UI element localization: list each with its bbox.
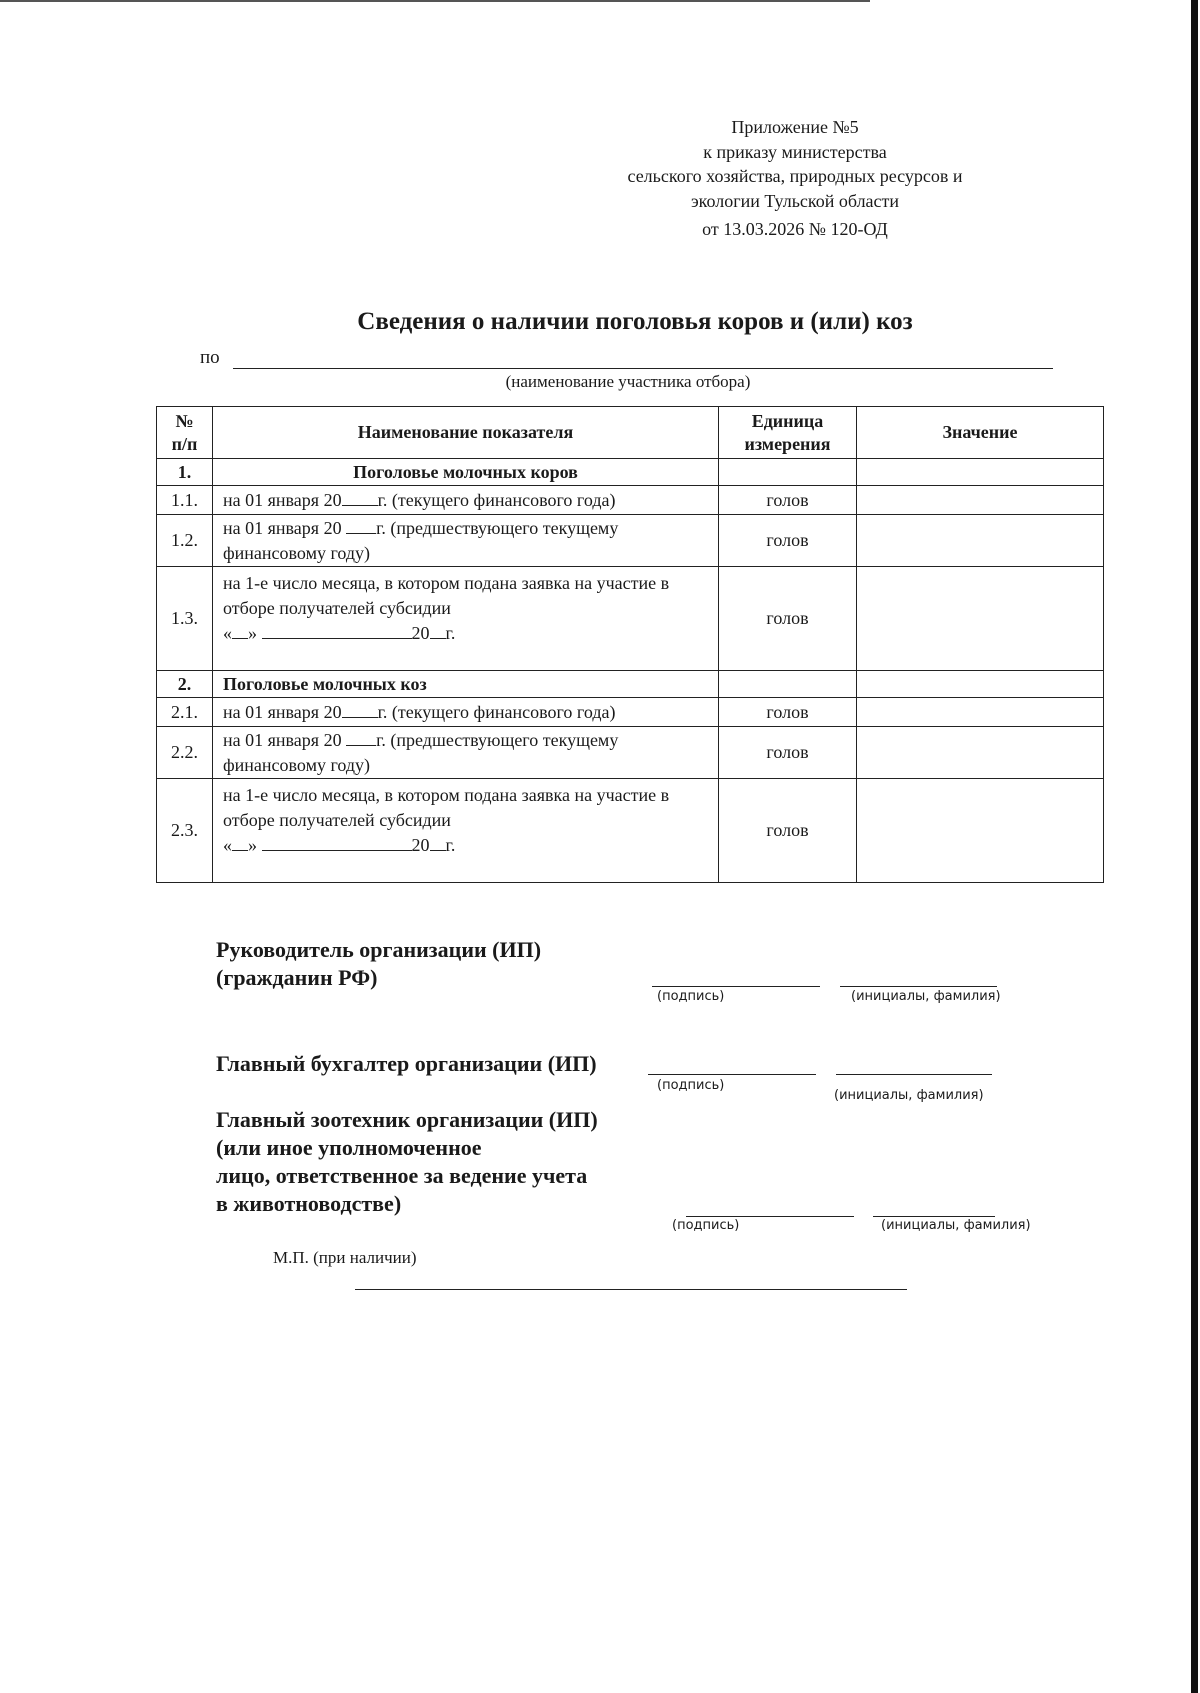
appendix-line: Приложение №5 bbox=[731, 117, 859, 137]
zootech-name-line[interactable] bbox=[873, 1216, 995, 1217]
row-num: 1.2. bbox=[157, 515, 213, 567]
head-signature-line[interactable] bbox=[652, 986, 820, 987]
livestock-table bbox=[156, 406, 1104, 883]
stamp-line bbox=[355, 1289, 907, 1290]
title-line: Руководитель организации (ИП) bbox=[216, 937, 542, 962]
month-blank bbox=[262, 621, 412, 639]
right-scan-edge bbox=[1191, 0, 1198, 1693]
section-title: Поголовье молочных коз bbox=[213, 671, 719, 698]
row-num: 1.3. bbox=[157, 567, 213, 671]
participant-caption: (наименование участника отбора) bbox=[505, 372, 751, 391]
title-line: (гражданин РФ) bbox=[216, 965, 378, 990]
year-blank bbox=[346, 516, 376, 534]
top-scan-rule bbox=[0, 0, 870, 2]
year-prefix: 20 bbox=[411, 835, 430, 855]
title-line: лицо, ответственное за ведение учета bbox=[216, 1163, 588, 1188]
row-text-post: г. (текущего финансового года) bbox=[377, 489, 616, 510]
quote-open: « bbox=[223, 835, 232, 855]
year-blank bbox=[430, 833, 446, 851]
row-text-post: г. (предшествующего текущему финансовому году) bbox=[223, 729, 619, 775]
row-unit: голов bbox=[719, 779, 857, 883]
row-name bbox=[213, 515, 719, 567]
head-name-line[interactable] bbox=[840, 986, 997, 987]
participant-prefix: по bbox=[200, 347, 220, 368]
row-text-post: г. (предшествующего текущему финансовому году) bbox=[223, 517, 619, 563]
year-suffix: г. bbox=[445, 623, 456, 643]
row-num: 2.1. bbox=[157, 698, 213, 727]
year-blank bbox=[430, 621, 446, 639]
section-num: 2. bbox=[157, 671, 213, 698]
row-name bbox=[213, 727, 719, 779]
row-text-pre: на 01 января 20 bbox=[223, 489, 342, 510]
zootech-name-caption: (инициалы, фамилия) bbox=[881, 1218, 1031, 1233]
row-value-cell[interactable] bbox=[857, 567, 1104, 671]
year-blank bbox=[346, 728, 376, 746]
row-value-cell[interactable] bbox=[857, 698, 1104, 727]
date-fill-line bbox=[223, 621, 708, 646]
section-num: 1. bbox=[157, 459, 213, 486]
header-num: № п/п bbox=[157, 407, 213, 459]
row-unit: голов bbox=[719, 515, 857, 567]
zootech-title bbox=[216, 1106, 598, 1218]
month-blank bbox=[262, 833, 412, 851]
table-row bbox=[157, 727, 1104, 779]
appendix-block bbox=[560, 115, 1030, 213]
head-name-caption: (инициалы, фамилия) bbox=[851, 989, 1001, 1004]
row-value-cell[interactable] bbox=[857, 727, 1104, 779]
row-name bbox=[213, 567, 719, 671]
day-blank bbox=[232, 621, 248, 639]
section-unit-cell bbox=[719, 459, 857, 486]
section-value-cell bbox=[857, 459, 1104, 486]
accountant-signature-line[interactable] bbox=[648, 1074, 816, 1075]
header-value: Значение bbox=[857, 407, 1104, 459]
order-date-number: от 13.03.2026 № 120-ОД bbox=[702, 219, 888, 239]
appendix-line: сельского хозяйства, природных ресурсов и bbox=[627, 166, 963, 186]
row-value-cell[interactable] bbox=[857, 486, 1104, 515]
section-unit-cell bbox=[719, 671, 857, 698]
section-row bbox=[157, 459, 1104, 486]
row-num: 2.3. bbox=[157, 779, 213, 883]
accountant-title: Главный бухгалтер организации (ИП) bbox=[216, 1051, 597, 1076]
zootech-signature-line[interactable] bbox=[686, 1216, 854, 1217]
accountant-signature-caption: (подпись) bbox=[657, 1078, 725, 1093]
table-row bbox=[157, 779, 1104, 883]
accountant-name-caption: (инициалы, фамилия) bbox=[834, 1088, 984, 1103]
row-text-post: г. (текущего финансового года) bbox=[377, 701, 616, 722]
row-spacer bbox=[223, 858, 708, 878]
row-text-pre: на 01 января 20 bbox=[223, 729, 342, 750]
row-num: 2.2. bbox=[157, 727, 213, 779]
appendix-line: к приказу министерства bbox=[703, 141, 887, 162]
appendix-line: экологии Тульской области bbox=[690, 190, 900, 211]
day-blank bbox=[232, 833, 248, 851]
row-value-cell[interactable] bbox=[857, 515, 1104, 567]
year-suffix: г. bbox=[445, 835, 456, 855]
head-signatory-title bbox=[216, 936, 541, 992]
row-spacer bbox=[223, 646, 708, 666]
zootech-signature-caption: (подпись) bbox=[672, 1218, 740, 1233]
row-unit: голов bbox=[719, 567, 857, 671]
row-text: на 1-е число месяца, в котором подана заявка на участие в отборе получателей субсидии bbox=[223, 573, 670, 618]
table-row bbox=[157, 515, 1104, 567]
row-num: 1.1. bbox=[157, 486, 213, 515]
stamp-label: М.П. (при наличии) bbox=[273, 1248, 417, 1267]
section-title: Поголовье молочных коров bbox=[213, 459, 719, 486]
row-text: на 1-е число месяца, в котором подана заявка на участие в отборе получателей субсидии bbox=[223, 785, 670, 830]
year-prefix: 20 bbox=[411, 623, 430, 643]
participant-name-line bbox=[233, 368, 1053, 369]
quote-close: » bbox=[248, 835, 257, 855]
row-name bbox=[213, 698, 719, 727]
date-fill-line bbox=[223, 833, 708, 858]
row-name bbox=[213, 779, 719, 883]
table-row bbox=[157, 567, 1104, 671]
row-unit: голов bbox=[719, 486, 857, 515]
row-value-cell[interactable] bbox=[857, 779, 1104, 883]
table-row bbox=[157, 486, 1104, 515]
table-row bbox=[157, 698, 1104, 727]
row-text-pre: на 01 января 20 bbox=[223, 701, 342, 722]
quote-close: » bbox=[248, 623, 257, 643]
title-line: Главный зоотехник организации (ИП) bbox=[216, 1107, 598, 1132]
document-title: Сведения о наличии поголовья коров и (или) коз bbox=[357, 308, 913, 335]
header-unit: Единица измерения bbox=[719, 407, 857, 459]
section-row bbox=[157, 671, 1104, 698]
accountant-name-line[interactable] bbox=[836, 1074, 992, 1075]
header-name: Наименование показателя bbox=[213, 407, 719, 459]
year-blank bbox=[342, 700, 378, 718]
quote-open: « bbox=[223, 623, 232, 643]
row-name bbox=[213, 486, 719, 515]
head-signature-caption: (подпись) bbox=[657, 989, 725, 1004]
title-line: (или иное уполномоченное bbox=[216, 1135, 482, 1160]
row-unit: голов bbox=[719, 698, 857, 727]
year-blank bbox=[342, 488, 378, 506]
title-line: в животноводстве) bbox=[216, 1191, 402, 1216]
section-value-cell bbox=[857, 671, 1104, 698]
row-text-pre: на 01 января 20 bbox=[223, 517, 342, 538]
table-header-row bbox=[157, 407, 1104, 459]
row-unit: голов bbox=[719, 727, 857, 779]
